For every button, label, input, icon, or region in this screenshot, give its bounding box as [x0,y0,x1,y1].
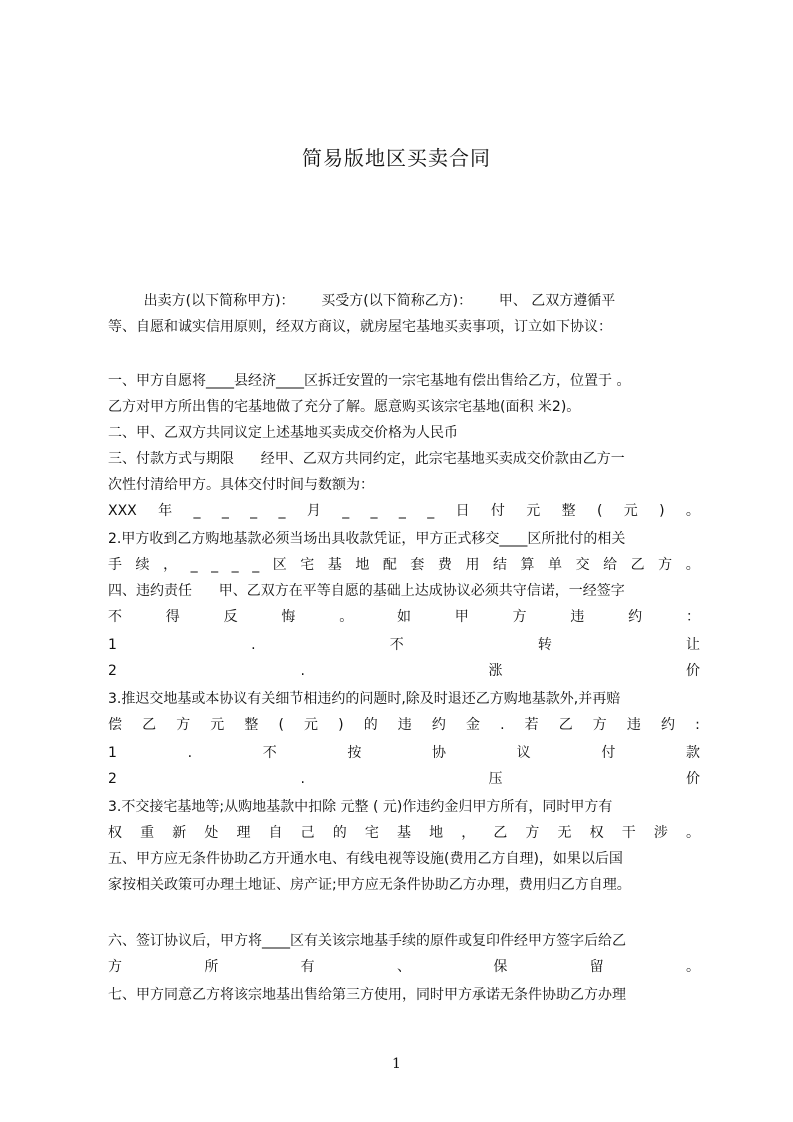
body-token: 。 [685,825,700,841]
body-token: _ [342,503,350,519]
body-token: 。 [339,609,354,625]
body-token: 二、甲、乙双方共同议定上述基地买卖成交价格为人民币 [108,425,458,441]
body-line: 家按相关政策可办理土地证、房产证;甲方应无条件协助乙方办理，费用归乙方自理。 [108,877,631,893]
body-token: 续 [135,557,150,573]
body-line [108,608,700,626]
body-token: 留 [589,959,604,975]
body-line: 七、甲方同意乙方将该宗地基出售给第三方使用，同时甲方承诺无条件协助乙方办理 [108,987,626,1003]
body-token: 得 [165,609,180,625]
body-token: 干 [621,825,636,841]
body-token: _ [190,557,198,573]
body-token: 处 [204,825,219,841]
body-token: 整 [244,717,259,733]
body-token: 涉 [653,825,668,841]
body-token: 。 [685,557,700,573]
body-token: 套 [410,557,425,573]
body-token: 的 [332,825,347,841]
body-token: 让 [686,637,700,653]
body-token: 元 [210,717,225,733]
body-token: 议 [516,745,531,761]
body-token: 基 [327,557,342,573]
body-token: 己 [300,825,315,841]
body-token: : [695,717,700,733]
body-token: 约 [431,717,446,733]
body-token: 单 [548,557,563,573]
body-token: 地 [429,825,444,841]
body-token: 权 [108,825,122,841]
body-token: 2 [108,663,117,679]
body-line: 四、违约责任 甲、乙双方在平等自愿的基础上达成协议必须共守信诺，一经签字 [108,583,625,599]
body-token: 方 [525,825,540,841]
body-token: 乙 [142,717,157,733]
body-token: 协 [432,745,446,761]
body-token: 金 [465,717,480,733]
body-token: 乙 [630,557,645,573]
body-token: XXX [108,503,137,519]
body-token: _ [252,557,260,573]
body-line: 等、自愿和诚实信用原则，经双方商议，就房屋宅基地买卖事项，订立如下协议： [108,319,612,335]
body-token: 月 [306,503,321,519]
body-line [108,556,700,574]
body-token: . [187,745,193,761]
body-token: _ [211,557,219,573]
body-token: 。 [685,503,700,519]
body-token: 若 [524,717,539,733]
body-token: ( [278,717,284,733]
body-token: 地 [355,557,370,573]
body-line [108,662,700,680]
body-token: 涨 [488,663,503,679]
body-token: 区 [272,557,287,573]
body-token: 。 [685,959,700,975]
body-token: ) [659,503,665,519]
body-line: 一、甲方自愿将____县经济____区拆迁安置的一宗宅基地有偿出售给乙方，位置于 。 [108,373,631,389]
body-token: 反 [223,609,238,625]
body-token: 新 [172,825,187,841]
body-line [108,958,700,976]
body-line [108,824,700,842]
body-token: 1 [108,637,117,653]
body-token: 结 [492,557,507,573]
body-token: 元 [526,503,541,519]
body-token: 配 [382,557,397,573]
body-token: 元 [623,503,638,519]
body-token: . [300,663,305,679]
body-token: ： [685,609,700,625]
body-token: 付 [601,745,616,761]
body-token: 算 [520,557,535,573]
body-token: 宅 [364,825,379,841]
body-token: 方 [108,959,122,975]
body-token: 日 [455,503,470,519]
body-token: 不 [262,745,277,761]
body-token: . [251,637,256,653]
body-line: 3.推迟交地基或本协议有关细节相违约的问题时,除及时退还乙方购地基款外,并再赔 [108,691,621,707]
body-line [108,770,700,788]
body-token: 乙 [558,717,573,733]
body-line [108,716,700,734]
body-token: 手 [108,557,122,573]
body-token: 、 [396,959,411,975]
body-token: 2 [108,771,117,787]
body-token: _ [278,503,286,519]
body-token: 方 [176,717,191,733]
body-token: 压 [488,771,503,787]
body-token: 约 [660,717,675,733]
body-token: 年 [158,503,173,519]
body-token: 方 [658,557,673,573]
body-token: 有 [300,959,315,975]
body-token: 价 [685,663,700,679]
body-token: _ [231,557,239,573]
page-number: 1 [392,1056,401,1072]
body-line: 出卖方(以下简称甲方)： 买受方(以下简称乙方)： 甲、 乙双方遵循平 [108,293,616,309]
body-token: 约 [628,609,643,625]
body-token: _ [398,503,406,519]
body-token: 违 [626,717,641,733]
body-token: 元 [304,717,319,733]
body-token: 价 [685,771,700,787]
body-token: 交 [575,557,590,573]
body-token: ， [461,825,476,841]
body-token: 方 [512,609,527,625]
body-token: 方 [592,717,607,733]
body-line: 3.不交接宅基地等;从购地基款中扣除 元整 ( 元)作违约金归甲方所有，同时甲方有 [108,799,613,815]
body-token: 给 [603,557,618,573]
body-line [108,476,700,494]
body-token: 次性付清给甲方。具体交付时间与数额为： [108,477,374,493]
body-token: 乙 [493,825,508,841]
body-token: 转 [537,637,552,653]
body-token: . [500,717,505,733]
body-token: 违 [397,717,412,733]
body-token: 悔 [281,609,296,625]
body-token: 如 [396,609,411,625]
body-line: 乙方对甲方所出售的宅基地做了充分了解。愿意购买该宗宅基地(面积 米2)。 [108,399,581,415]
body-token: 按 [347,745,362,761]
body-line [108,636,700,654]
body-token: 偿 [108,717,122,733]
body-token: 不 [108,609,122,625]
body-token: 所 [204,959,219,975]
body-token: 付 [490,503,505,519]
body-token: _ [221,503,229,519]
body-token: 整 [561,503,576,519]
body-token: 理 [236,825,251,841]
body-token: 款 [685,745,700,761]
document-title: 简易版地区买卖合同 [302,146,491,170]
body-line [108,424,700,442]
body-token: 权 [589,825,604,841]
body-line: 三、付款方式与期限 经甲、乙双方共同约定，此宗宅基地买卖成交价款由乙方一 [108,451,625,467]
body-token: 宅 [300,557,315,573]
body-line [108,502,700,520]
body-token: 重 [140,825,155,841]
body-token: 用 [465,557,480,573]
body-token: . [300,771,305,787]
body-token: ) [338,717,344,733]
body-token: 不 [389,637,404,653]
body-token: ( [596,503,603,519]
body-line: 五、甲方应无条件协助乙方开通水电、有线电视等设施(费用乙方自理)，如果以后国 [108,851,623,867]
body-token: _ [250,503,258,519]
body-token: 的 [363,717,378,733]
body-token: _ [370,503,378,519]
body-token: 费 [437,557,452,573]
body-token: _ [193,503,201,519]
body-token: ， [163,557,178,573]
body-token: 自 [268,825,283,841]
body-token: 无 [557,825,572,841]
body-token: 1 [108,745,117,761]
body-line: 2.甲方收到乙方购地基款必须当场出具收款凭证，甲方正式移交____区所批付的相关 [108,531,626,547]
body-line: 六、签订协议后，甲方将____区有关该宗地基手续的原件或复印件经甲方签字后给乙 [108,933,626,949]
body-token: 违 [570,609,585,625]
body-line [108,744,700,762]
body-token: _ [427,503,435,519]
body-token: 基 [396,825,411,841]
body-token: 甲 [454,609,469,625]
body-token: 保 [493,959,508,975]
